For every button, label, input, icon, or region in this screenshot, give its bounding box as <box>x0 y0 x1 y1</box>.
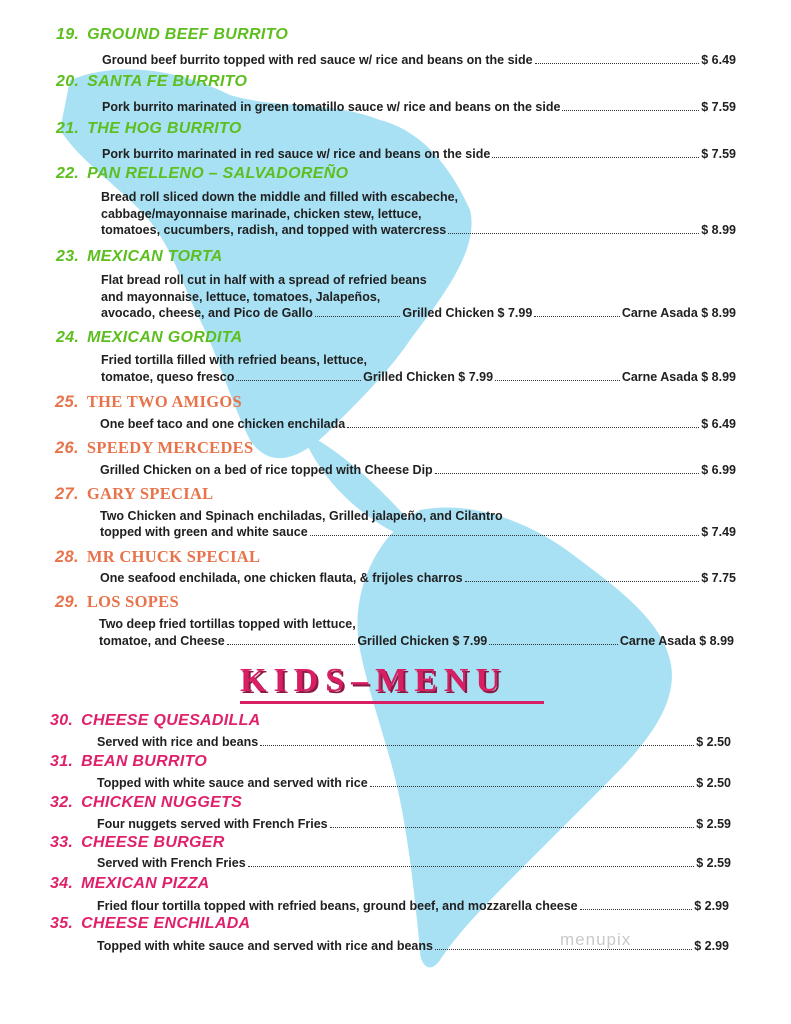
item-title: 21. THE HOG BURRITO <box>56 120 242 137</box>
item-description: One beef taco and one chicken enchilada <box>100 417 346 431</box>
item-description: tomatoe, queso fresco <box>101 370 235 384</box>
item-price: $ 6.99 <box>701 463 736 477</box>
item-price-chicken: Grilled Chicken $ 7.99 <box>402 306 533 320</box>
item-description: Pork burrito marinated in green tomatillo sauce w/ rice and beans on the side <box>102 100 561 114</box>
item-price: $ 2.99 <box>694 939 729 953</box>
item-description-line: cabbage/mayonnaise marinade, chicken stew, lettuce, <box>101 207 422 221</box>
item-description: Grilled Chicken on a bed of rice topped with Cheese Dip <box>100 463 433 477</box>
item-title: 27. GARY SPECIAL <box>55 484 214 503</box>
item-price-row <box>102 53 736 67</box>
item-price-row <box>97 776 731 790</box>
item-price: $ 8.99 <box>701 223 736 237</box>
item-description: Four nuggets served with French Fries <box>97 817 328 831</box>
kids-menu-underline <box>240 701 544 704</box>
item-description-line: Two deep fried tortillas topped with lettuce, <box>99 617 356 631</box>
item-price: $ 7.49 <box>701 525 736 539</box>
item-title: 22. PAN RELLENO – SALVADOREÑO <box>56 165 349 182</box>
item-price: $ 2.50 <box>696 735 731 749</box>
item-price: $ 2.99 <box>694 899 729 913</box>
item-price: $ 6.49 <box>701 417 736 431</box>
item-description-line: Two Chicken and Spinach enchiladas, Grilled jalapeño, and Cilantro <box>100 509 503 523</box>
item-price-chicken: Grilled Chicken $ 7.99 <box>357 634 488 648</box>
item-description: Topped with white sauce and served with rice <box>97 776 368 790</box>
item-title: 19. GROUND BEEF BURRITO <box>56 26 289 43</box>
item-title: 35. CHEESE ENCHILADA <box>50 915 251 932</box>
item-title: 31. BEAN BURRITO <box>50 753 208 770</box>
item-price-asada: Carne Asada $ 8.99 <box>619 634 734 648</box>
item-price: $ 6.49 <box>701 53 736 67</box>
item-description-line: Bread roll sliced down the middle and filled with escabeche, <box>101 190 459 204</box>
item-price-row <box>97 817 731 831</box>
item-description: Ground beef burrito topped with red sauce w/ rice and beans on the side <box>102 53 533 67</box>
item-price-row <box>102 147 736 161</box>
item-price-row <box>97 856 731 870</box>
item-description: Topped with white sauce and served with rice and beans <box>97 939 433 953</box>
item-description: Pork burrito marinated in red sauce w/ rice and beans on the side <box>102 147 491 161</box>
item-title: 20. SANTA FE BURRITO <box>56 73 248 90</box>
item-price-row <box>101 223 736 237</box>
item-description: Served with rice and beans <box>97 735 259 749</box>
item-price-row <box>101 306 736 320</box>
item-title: 25. THE TWO AMIGOS <box>55 392 243 411</box>
item-description: avocado, cheese, and Pico de Gallo <box>101 306 313 320</box>
item-description: topped with green and white sauce <box>100 525 308 539</box>
item-price: $ 2.59 <box>696 817 731 831</box>
item-description: tomatoes, cucumbers, radish, and topped with watercress <box>101 223 447 237</box>
item-description-line: Flat bread roll cut in half with a spread of refried beans <box>101 273 427 287</box>
item-description-line: Fried tortilla filled with refried beans, lettuce, <box>101 353 368 367</box>
item-price: $ 7.59 <box>701 100 736 114</box>
item-price: $ 7.59 <box>701 147 736 161</box>
item-price: $ 2.59 <box>696 856 731 870</box>
item-title: 34. MEXICAN PIZZA <box>50 875 210 892</box>
item-price-row <box>101 370 736 384</box>
item-description: tomatoe, and Cheese <box>99 634 225 648</box>
item-description: One seafood enchilada, one chicken flauta, & frijoles charros <box>100 571 463 585</box>
item-title: 24. MEXICAN GORDITA <box>56 329 243 346</box>
item-description: Served with French Fries <box>97 856 246 870</box>
item-price-row <box>100 463 736 477</box>
item-price-asada: Carne Asada $ 8.99 <box>621 370 737 384</box>
item-price-row <box>100 525 736 539</box>
item-title: 33. CHEESE BURGER <box>50 834 225 851</box>
item-price-row <box>97 735 731 749</box>
item-title: 32. CHICKEN NUGGETS <box>50 794 243 811</box>
item-price-chicken: Grilled Chicken $ 7.99 <box>363 370 494 384</box>
item-title: 26. SPEEDY MERCEDES <box>55 438 254 457</box>
item-price-asada: Carne Asada $ 8.99 <box>621 306 736 320</box>
item-price-row <box>100 417 736 431</box>
menupix-watermark: menupix <box>560 930 632 949</box>
item-price-row <box>97 899 729 913</box>
item-price-row <box>97 939 729 953</box>
item-price: $ 2.50 <box>696 776 731 790</box>
item-title: 23. MEXICAN TORTA <box>56 248 223 265</box>
item-price-row <box>99 634 734 648</box>
item-title: 28. MR CHUCK SPECIAL <box>55 547 261 566</box>
item-price: $ 7.75 <box>701 571 736 585</box>
item-price-row <box>100 571 736 585</box>
item-title: 30. CHEESE QUESADILLA <box>50 712 261 729</box>
kids-menu-heading: KIDS–MENU <box>240 662 508 699</box>
item-price-row <box>102 100 736 114</box>
item-title: 29. LOS SOPES <box>55 592 179 611</box>
item-description-line: and mayonnaise, lettuce, tomatoes, Jalapeños, <box>101 290 381 304</box>
item-description: Fried flour tortilla topped with refried beans, ground beef, and mozzarella cheese <box>97 899 578 913</box>
